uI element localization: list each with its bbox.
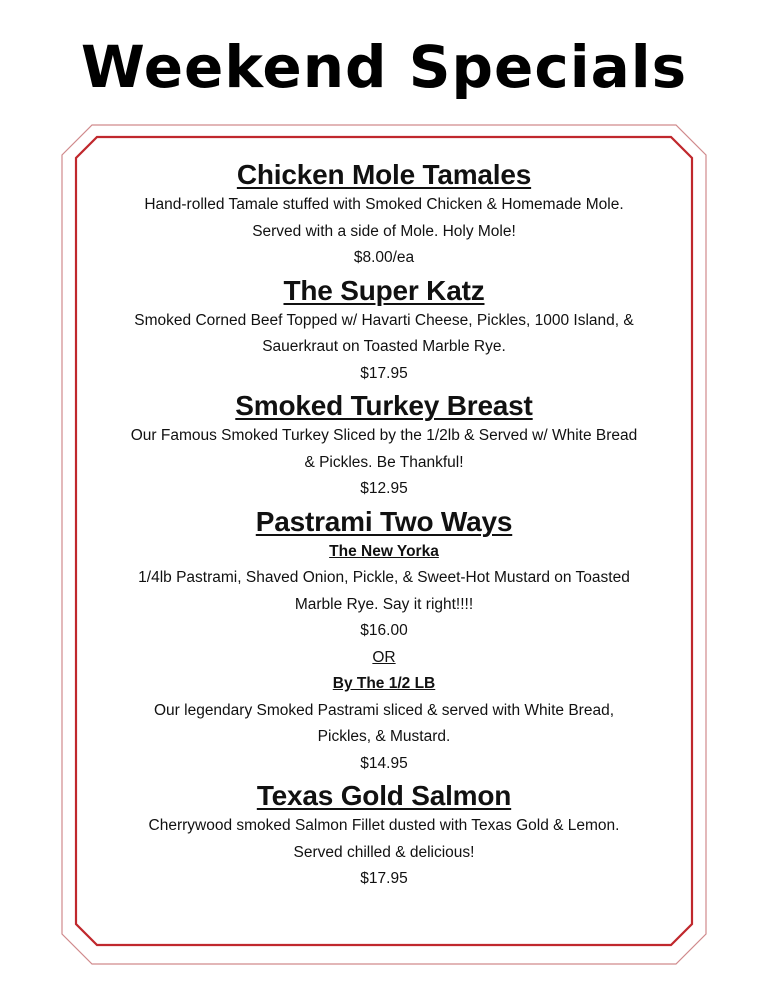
item-name: Chicken Mole Tamales: [236, 159, 532, 190]
item-name: Pastrami Two Ways: [255, 505, 513, 537]
item-name: Texas Gold Salmon: [256, 780, 512, 811]
sub-item-name: By The 1/2 LB: [332, 675, 436, 692]
item-description-line: & Pickles. Be Thankful!: [304, 453, 464, 471]
item-description-line: Served chilled & delicious!: [293, 843, 475, 861]
item-description-line: Cherrywood smoked Salmon Fillet dusted with Texas Gold & Lemon.: [148, 817, 620, 834]
item-price: $16.00: [360, 622, 408, 639]
item-description-line: Hand-rolled Tamale stuffed with Smoked Chicken & Homemade Mole.: [144, 196, 624, 213]
menu-item-super-katz: [90, 274, 678, 388]
menu-item-chicken-mole-tamales: [90, 158, 678, 272]
item-price: $12.95: [360, 480, 408, 497]
item-description-line: Smoked Corned Beef Topped w/ Havarti Cheese, Pickles, 1000 Island, &: [134, 311, 634, 329]
item-description-line: Served with a side of Mole. Holy Mole!: [252, 222, 516, 240]
item-price: $17.95: [360, 364, 408, 382]
item-name: Smoked Turkey Breast: [235, 390, 533, 421]
item-description-line: Marble Rye. Say it right!!!!: [294, 595, 474, 613]
item-price: $14.95: [360, 754, 408, 772]
page-title: Weekend Specials: [80, 33, 688, 101]
item-description-line: Our Famous Smoked Turkey Sliced by the 1/2lb & Served w/ White Bread: [130, 427, 638, 444]
item-description-line: 1/4lb Pastrami, Shaved Onion, Pickle, & Sweet-Hot Mustard on Toasted: [138, 569, 630, 586]
menu-item-texas-gold-salmon: [90, 779, 678, 893]
menu-list: [90, 158, 678, 893]
menu-item-pastrami-two-ways: [90, 505, 678, 778]
item-price: $17.95: [360, 870, 408, 887]
menu-item-smoked-turkey-breast: [90, 389, 678, 503]
item-description-line: Pickles, & Mustard.: [317, 728, 451, 745]
item-description-line: Sauerkraut on Toasted Marble Rye.: [262, 338, 506, 355]
or-separator: OR: [372, 648, 396, 666]
item-description-line: Our legendary Smoked Pastrami sliced & served with White Bread,: [153, 701, 615, 719]
item-name: The Super Katz: [283, 274, 485, 306]
sub-item-name: The New Yorka: [329, 542, 439, 560]
item-price: $8.00/ea: [353, 249, 415, 266]
